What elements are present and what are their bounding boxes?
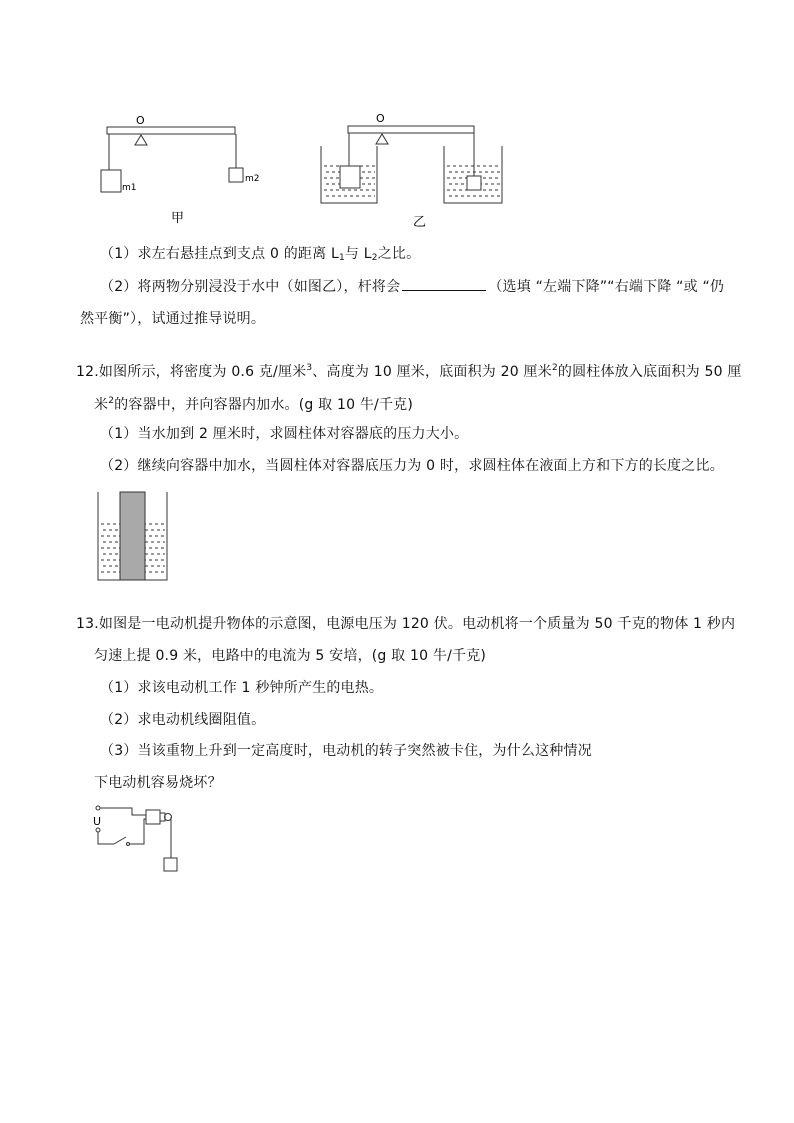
- load-block: [164, 858, 177, 871]
- lever-bar: [348, 126, 474, 133]
- q12-stem-line1: 12.如图所示，将密度为 0.6 克/厘米$^3$、高度为 10 厘米，底面积为 20 厘米$^2$的圆柱体放入底面积为 50 厘: [76, 363, 742, 380]
- fulcrum: [135, 135, 147, 145]
- q12-stem-line2: 米$^2$的容器中，并向容器内加水。(g 取 10 牛/千克): [94, 396, 414, 413]
- q12-part2: （2）继续向容器中加水，当圆柱体对容器底压力为 0 时，求圆柱体在液面上方和下方的长度之比。: [100, 458, 724, 474]
- voltage-label: U: [93, 815, 102, 828]
- pivot-label: O: [376, 112, 385, 125]
- q13-stem-line2: 匀速上提 0.9 米，电路中的电流为 5 安培，(g 取 10 牛/千克): [94, 648, 487, 664]
- answer-blank[interactable]: [402, 276, 486, 291]
- wire-left: [98, 832, 114, 844]
- wire-top: [100, 808, 146, 815]
- cylinder: [120, 492, 145, 580]
- m1-label: m1: [122, 183, 137, 193]
- right-container: [444, 146, 502, 203]
- pulley: [165, 814, 172, 821]
- lever-bar: [107, 127, 235, 134]
- pivot-label: O: [136, 114, 145, 127]
- motor-circuit-figure: [88, 800, 188, 876]
- figure-caption-yi: 乙: [413, 215, 427, 230]
- lever-figure-yi: [318, 108, 513, 233]
- q11-part2-continued: 然平衡”），试通过推导说明。: [80, 311, 266, 327]
- q13-part3: （3）当该重物上升到一定高度时，电动机的转子突然被卡住，为什么这种情况: [100, 743, 592, 759]
- q11-part1: （1）求左右悬挂点到支点 0 的距离 $L_1$与 $L_2$之比。: [100, 246, 421, 263]
- terminal-top: [96, 806, 100, 810]
- mass-m1: [101, 170, 121, 192]
- cylinder-container-figure: [95, 490, 171, 584]
- mass-m1-immersed: [340, 166, 360, 188]
- motor: [146, 810, 160, 824]
- figure-caption-jia: 甲: [171, 211, 185, 226]
- q13-part1: （1）求该电动机工作 1 秒钟所产生的电热。: [100, 680, 384, 696]
- mass-m2-immersed: [467, 176, 481, 190]
- m2-label: m2: [245, 174, 260, 184]
- switch[interactable]: [114, 837, 126, 844]
- q13-stem-line1: 13.如图是一电动机提升物体的示意图，电源电压为 120 伏。电动机将一个质量为 50 千克的物体 1 秒内: [76, 616, 736, 632]
- wire-bottom: [130, 819, 146, 844]
- mass-m2: [229, 168, 243, 182]
- q13-part2: （2）求电动机线圈阻值。: [100, 712, 266, 728]
- fulcrum: [376, 134, 388, 144]
- q13-part4: 下电动机容易烧坏？: [94, 775, 222, 791]
- terminal-bottom: [96, 828, 100, 832]
- q11-part2: （2）将两物分别浸没于水中（如图乙），杆将会 （选填 “左端下降”“右端下降 “或 “仍: [100, 276, 724, 297]
- lever-figure-jia: [95, 108, 285, 228]
- q12-part1: （1）当水加到 2 厘米时，求圆柱体对容器底的压力大小。: [100, 426, 469, 442]
- switch-contact: [127, 843, 130, 846]
